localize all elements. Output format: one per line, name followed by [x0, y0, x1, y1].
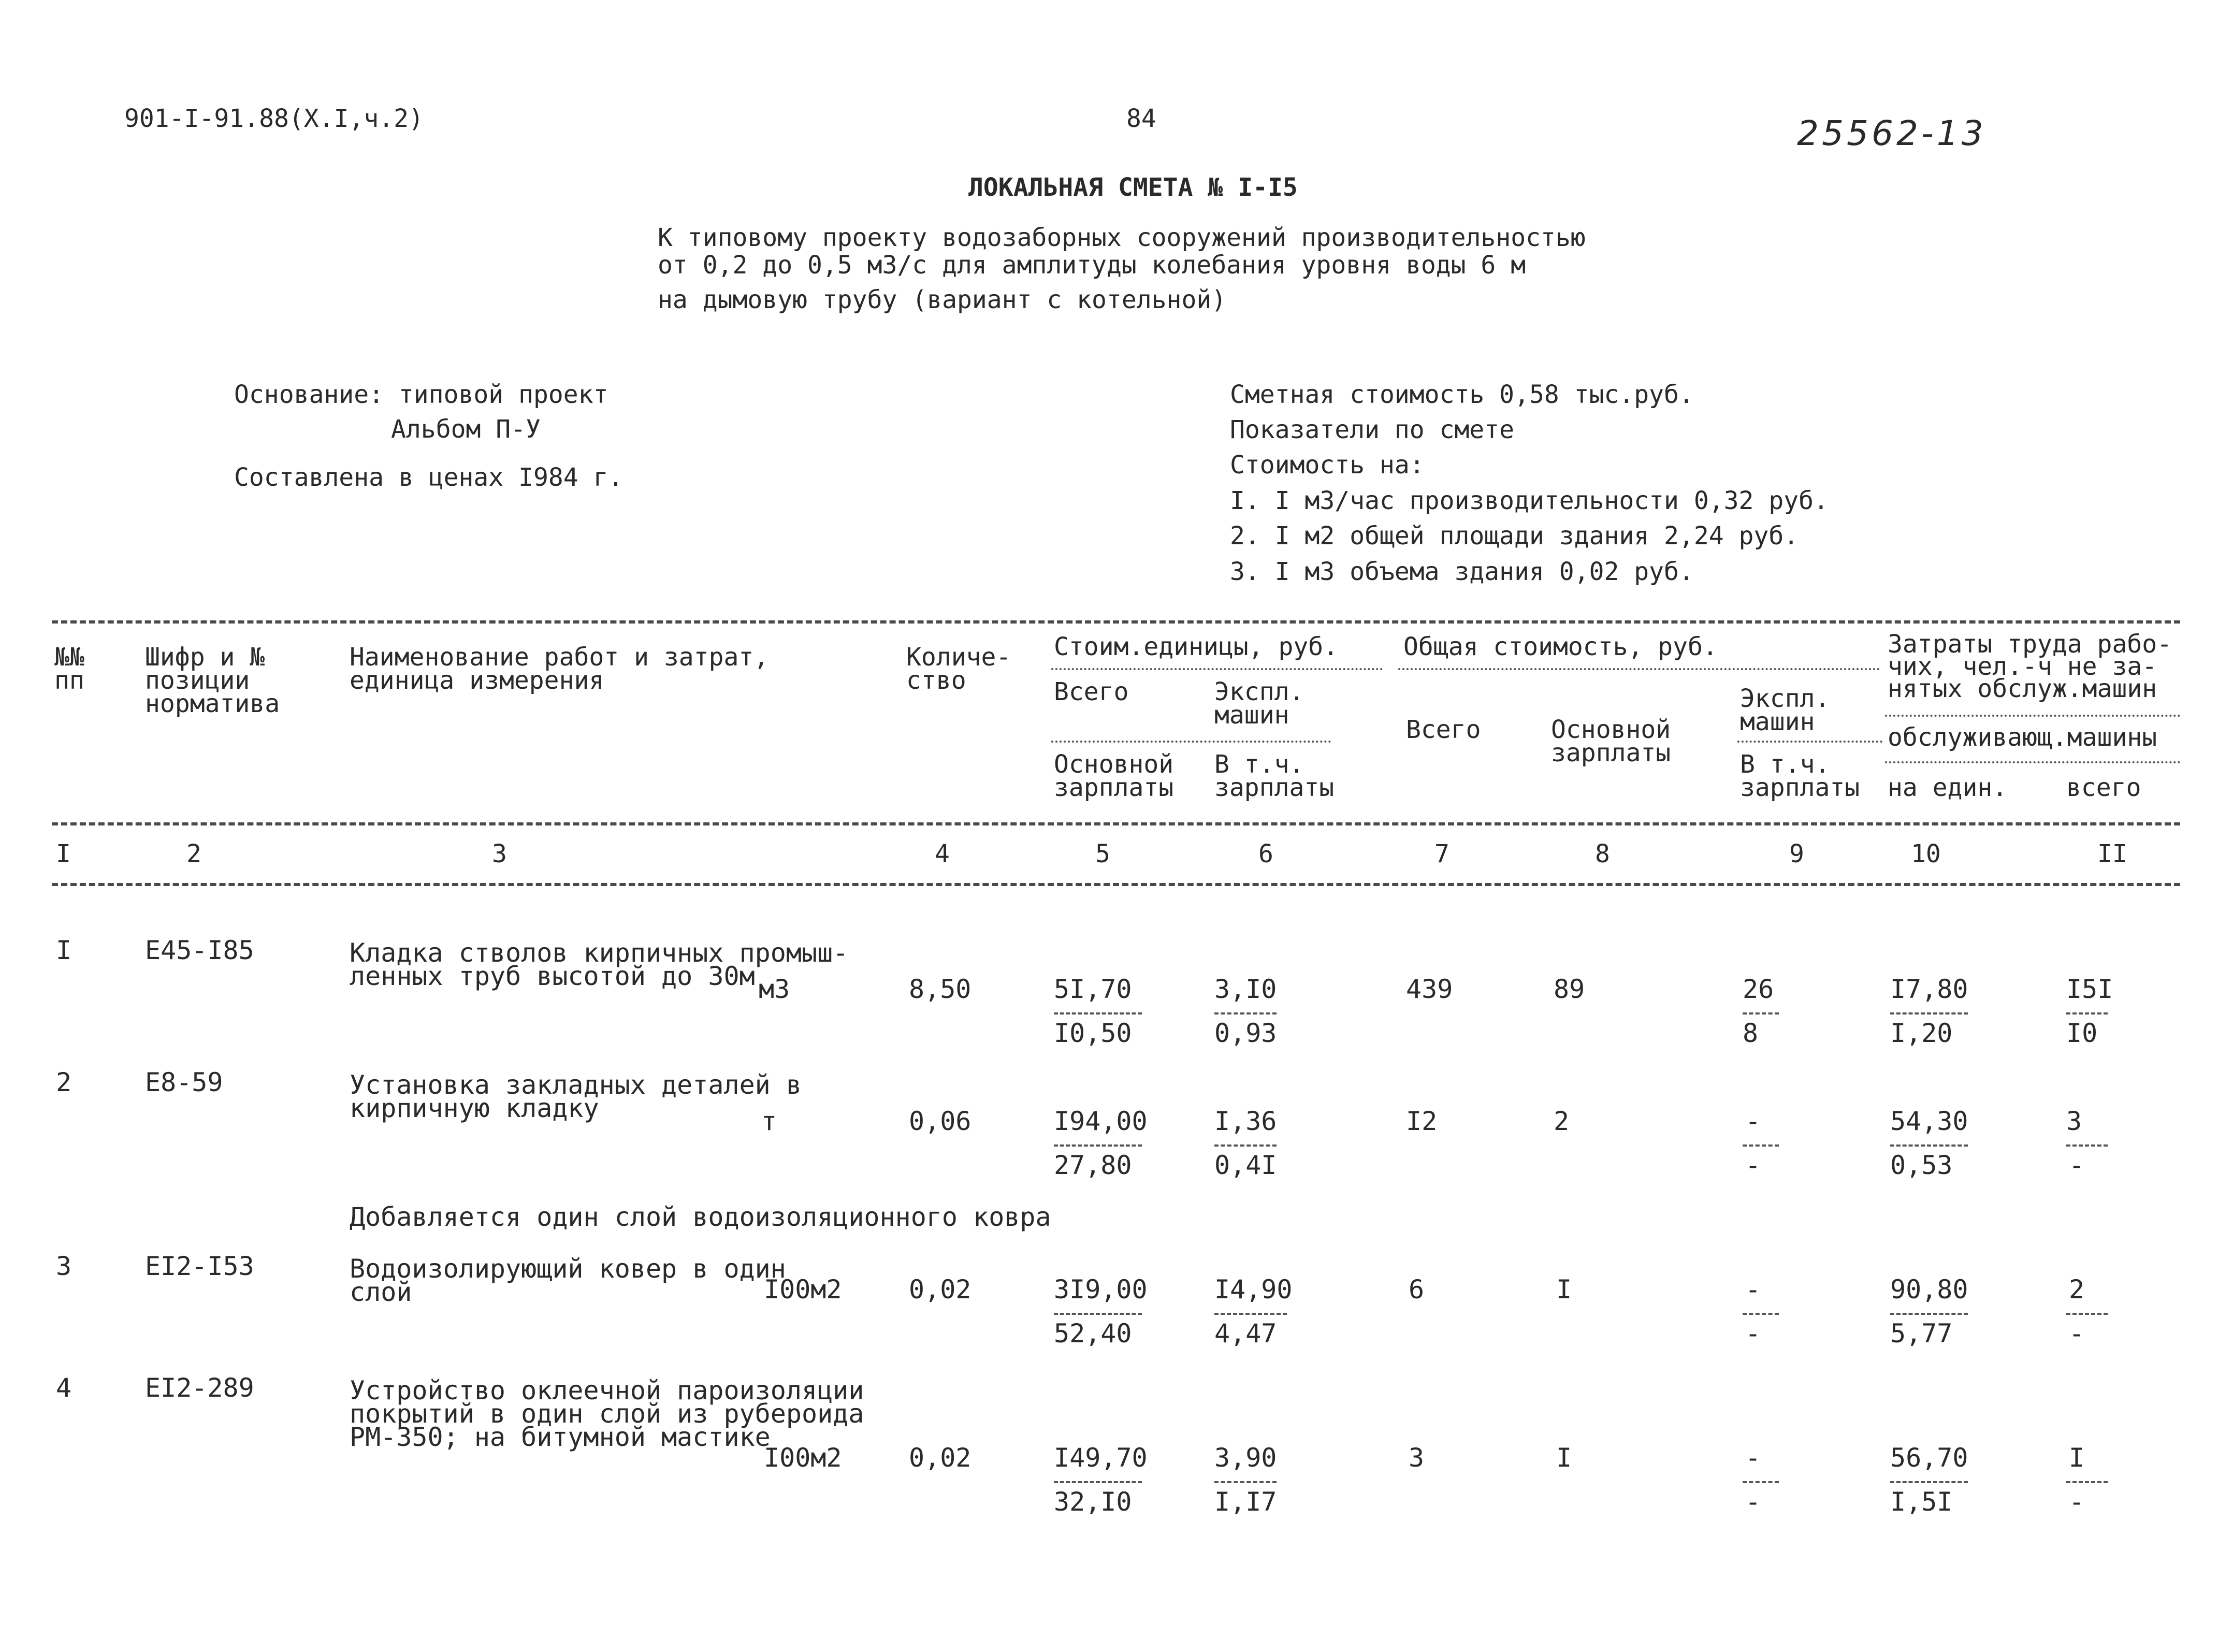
- unit-incl-wage-value: I,I7: [1214, 1487, 1277, 1517]
- fraction-rule: [1054, 1481, 1142, 1483]
- unit-base-wage-2: зарплаты: [1054, 773, 1174, 802]
- labor-all-value: 2: [2069, 1274, 2085, 1305]
- total-all-header: Всего: [1406, 715, 1481, 744]
- basis-line-2: Альбом П-У: [391, 415, 541, 444]
- fraction-rule: [1890, 1144, 1968, 1147]
- unit-incl-wage-value: 0,4I: [1214, 1150, 1277, 1180]
- labor-header-2: чих, чел.-ч не за-: [1888, 652, 2157, 681]
- col-number-3: 3: [492, 839, 507, 868]
- subtitle-line-1: К типовому проекту водозаборных сооружений производительностью: [658, 223, 1586, 252]
- labor-rule-2: [1885, 761, 2180, 763]
- table-row-name-2: покрытий в один слой из рубероида: [350, 1399, 864, 1429]
- col-header-name-2: единица измерения: [350, 666, 604, 695]
- fraction-rule: [2066, 1481, 2108, 1483]
- fraction-rule: [2066, 1313, 2108, 1315]
- unit-total-value: 5I,70: [1054, 974, 1132, 1004]
- registry-number: 25562-13: [1797, 113, 1987, 153]
- total-all-value: 439: [1406, 974, 1453, 1004]
- unit-machines-header-2: машин: [1214, 701, 1289, 730]
- unit-total-header: Всего: [1054, 677, 1129, 706]
- total-all-value: I2: [1406, 1106, 1438, 1136]
- fraction-rule: [1743, 1481, 1779, 1483]
- unit-sub-rule: [1051, 741, 1331, 743]
- labor-per-unit-value: 90,80: [1890, 1274, 1968, 1305]
- section-note: Добавляется один слой водоизоляционного ковра: [350, 1202, 1051, 1232]
- total-machines-value: -: [1745, 1443, 1761, 1473]
- table-row-unit: I00м2: [764, 1274, 842, 1305]
- labor-all-sub: -: [2069, 1487, 2085, 1517]
- table-row-name-2: кирпичную кладку: [350, 1093, 599, 1123]
- table-row-num: 3: [56, 1251, 72, 1281]
- subtitle-line-2: от 0,2 до 0,5 м3/с для амплитуды колебания уровня воды 6 м: [658, 251, 1526, 280]
- total-machines-value: 26: [1743, 974, 1774, 1004]
- total-cost-header: Общая стоимость, руб.: [1403, 632, 1718, 661]
- table-row-qty: 8,50: [909, 974, 972, 1004]
- table-row-name-2: ленных труб высотой до 30м: [350, 961, 755, 991]
- table-row-code: Е45-I85: [145, 935, 254, 965]
- total-base-wage-2: зарплаты: [1551, 738, 1671, 767]
- col-header-code-2: позиции: [145, 666, 250, 695]
- col-header-name-1: Наименование работ и затрат,: [350, 643, 769, 672]
- labor-per-unit-value: 54,30: [1890, 1106, 1968, 1136]
- labor-per-unit-header: на един.: [1888, 773, 2008, 802]
- table-row-qty: 0,02: [909, 1274, 972, 1305]
- labor-header-3: нятых обслуж.машин: [1888, 674, 2157, 703]
- table-row-num: I: [56, 935, 72, 965]
- unit-base-wage-value: I0,50: [1054, 1018, 1132, 1048]
- total-base-wage-1: Основной: [1551, 715, 1671, 744]
- col-number-1: I: [56, 839, 71, 868]
- unit-machines-value: 3,I0: [1214, 974, 1277, 1004]
- table-row-unit: т: [761, 1106, 777, 1136]
- labor-all-sub: I0: [2066, 1018, 2098, 1048]
- col-number-7: 7: [1434, 839, 1449, 868]
- unit-cost-rule: [1051, 668, 1383, 670]
- fraction-rule: [2066, 1144, 2108, 1147]
- table-row-unit: м3: [759, 974, 790, 1004]
- col-number-9: 9: [1789, 839, 1804, 868]
- fraction-rule: [1214, 1481, 1277, 1483]
- column-number-bottom-rule: [52, 883, 2180, 886]
- labor-rule-1: [1885, 715, 2180, 717]
- col-number-11: II: [2097, 839, 2127, 868]
- indicator-item-1: I. I м3/час производительности 0,32 руб.: [1230, 486, 1829, 515]
- table-row-code: ЕI2-I53: [145, 1251, 254, 1281]
- indicator-item-3: 3. I м3 объема здания 0,02 руб.: [1230, 557, 1694, 586]
- labor-all-sub: -: [2069, 1318, 2085, 1349]
- total-all-value: 3: [1409, 1443, 1425, 1473]
- fraction-rule: [2066, 1012, 2108, 1015]
- estimate-title: ЛОКАЛЬНАЯ СМЕТА № I-I5: [968, 173, 1298, 202]
- col-number-5: 5: [1095, 839, 1110, 868]
- labor-all-header: всего: [2066, 773, 2141, 802]
- unit-machines-value: I4,90: [1214, 1274, 1293, 1305]
- fraction-rule: [1054, 1313, 1142, 1315]
- basis-line-3: Составлена в ценах I984 г.: [234, 463, 624, 492]
- col-number-8: 8: [1595, 839, 1610, 868]
- fraction-rule: [1890, 1481, 1968, 1483]
- labor-per-unit-sub: 5,77: [1890, 1318, 1953, 1349]
- table-row-qty: 0,02: [909, 1443, 972, 1473]
- fraction-rule: [1890, 1313, 1968, 1315]
- total-machines-value: -: [1745, 1274, 1761, 1305]
- labor-per-unit-sub: 0,53: [1890, 1150, 1953, 1180]
- labor-per-unit-sub: I,5I: [1890, 1487, 1953, 1517]
- indicators-heading: Показатели по смете: [1230, 415, 1515, 444]
- unit-machines-value: I,36: [1214, 1106, 1277, 1136]
- unit-incl-wage-1: В т.ч.: [1214, 750, 1304, 779]
- labor-header-1: Затраты труда рабо-: [1888, 630, 2172, 659]
- labor-all-value: 3: [2066, 1106, 2082, 1136]
- col-number-10: 10: [1911, 839, 1941, 868]
- labor-per-unit-sub: I,20: [1890, 1018, 1953, 1048]
- table-row-name-1: Кладка стволов кирпичных промыш-: [350, 938, 849, 968]
- table-row-qty: 0,06: [909, 1106, 972, 1136]
- unit-machines-value: 3,90: [1214, 1443, 1277, 1473]
- table-row-code: Е8-59: [145, 1067, 223, 1097]
- unit-base-wage-value: 32,I0: [1054, 1487, 1132, 1517]
- labor-per-unit-value: 56,70: [1890, 1443, 1968, 1473]
- table-row-name-1: Устройство оклеечной пароизоляции: [350, 1375, 864, 1405]
- cost-per-heading: Стоимость на:: [1230, 451, 1425, 480]
- unit-incl-wage-2: зарплаты: [1214, 773, 1335, 802]
- unit-incl-wage-value: 0,93: [1214, 1018, 1277, 1048]
- fraction-rule: [1743, 1012, 1779, 1015]
- total-incl-wage-1: В т.ч.: [1740, 750, 1830, 779]
- basis-line-1: Основание: типовой проект: [234, 380, 608, 409]
- total-incl-wage-value: 8: [1743, 1018, 1759, 1048]
- fraction-rule: [1890, 1012, 1968, 1015]
- total-base-wage-value: I: [1556, 1274, 1572, 1305]
- labor-all-value: I: [2069, 1443, 2085, 1473]
- labor-all-sub: -: [2069, 1150, 2085, 1180]
- total-incl-wage-value: -: [1745, 1150, 1761, 1180]
- total-machines-rule: [1737, 741, 1882, 743]
- unit-base-wage-value: 52,40: [1054, 1318, 1132, 1349]
- fraction-rule: [1214, 1313, 1287, 1315]
- unit-base-wage-1: Основной: [1054, 750, 1174, 779]
- page-number: 84: [1126, 104, 1156, 133]
- col-number-2: 2: [186, 839, 201, 868]
- column-number-top-rule: [52, 822, 2180, 825]
- table-row-code: ЕI2-289: [145, 1373, 254, 1403]
- table-row-name-3: РМ-350; на битумной мастике: [350, 1422, 771, 1452]
- col-header-num-2: пп: [54, 666, 84, 695]
- labor-all-value: I5I: [2066, 974, 2113, 1004]
- table-row-name-1: Водоизолирующий ковер в один: [350, 1254, 786, 1284]
- fraction-rule: [1214, 1012, 1277, 1015]
- unit-cost-header: Стоим.единицы, руб.: [1054, 632, 1339, 661]
- col-header-num-1: №№: [54, 643, 84, 672]
- col-header-qty-1: Количе-: [906, 643, 1011, 672]
- fraction-rule: [1743, 1144, 1779, 1147]
- subtitle-line-3: на дымовую трубу (вариант с котельной): [658, 285, 1227, 314]
- total-all-value: 6: [1409, 1274, 1425, 1305]
- col-number-6: 6: [1258, 839, 1273, 868]
- fraction-rule: [1743, 1313, 1779, 1315]
- table-row-name-2: слой: [350, 1277, 412, 1307]
- total-incl-wage-value: -: [1745, 1487, 1761, 1517]
- fraction-rule: [1214, 1144, 1277, 1147]
- col-header-qty-2: ство: [906, 666, 966, 695]
- total-cost-rule: [1398, 668, 1880, 670]
- unit-base-wage-value: 27,80: [1054, 1150, 1132, 1180]
- table-top-rule: [52, 620, 2180, 624]
- total-machines-value: -: [1745, 1106, 1761, 1136]
- labor-service-header: обслуживающ.машины: [1888, 723, 2157, 752]
- fraction-rule: [1054, 1012, 1142, 1015]
- total-base-wage-value: 2: [1554, 1106, 1570, 1136]
- total-incl-wage-2: зарплаты: [1740, 773, 1860, 802]
- fraction-rule: [1054, 1144, 1142, 1147]
- col-header-code-3: норматива: [145, 689, 280, 718]
- total-base-wage-value: I: [1556, 1443, 1572, 1473]
- table-row-name-1: Установка закладных деталей в: [350, 1070, 802, 1100]
- total-base-wage-value: 89: [1554, 974, 1585, 1004]
- table-row-num: 2: [56, 1067, 72, 1097]
- total-incl-wage-value: -: [1745, 1318, 1761, 1349]
- document-code: 901-I-91.88(X.I,ч.2): [124, 104, 424, 133]
- table-row-num: 4: [56, 1373, 72, 1403]
- labor-per-unit-value: I7,80: [1890, 974, 1968, 1004]
- unit-total-value: 3I9,00: [1054, 1274, 1148, 1305]
- table-row-unit: I00м2: [764, 1443, 842, 1473]
- unit-incl-wage-value: 4,47: [1214, 1318, 1277, 1349]
- total-machines-2: машин: [1740, 707, 1815, 736]
- estimate-cost: Сметная стоимость 0,58 тыс.руб.: [1230, 380, 1694, 409]
- indicator-item-2: 2. I м2 общей площади здания 2,24 руб.: [1230, 521, 1799, 550]
- unit-total-value: I94,00: [1054, 1106, 1148, 1136]
- col-number-4: 4: [935, 839, 950, 868]
- unit-total-value: I49,70: [1054, 1443, 1148, 1473]
- col-header-code-1: Шифр и №: [145, 643, 265, 672]
- total-machines-1: Экспл.: [1740, 684, 1830, 713]
- unit-machines-header-1: Экспл.: [1214, 677, 1304, 706]
